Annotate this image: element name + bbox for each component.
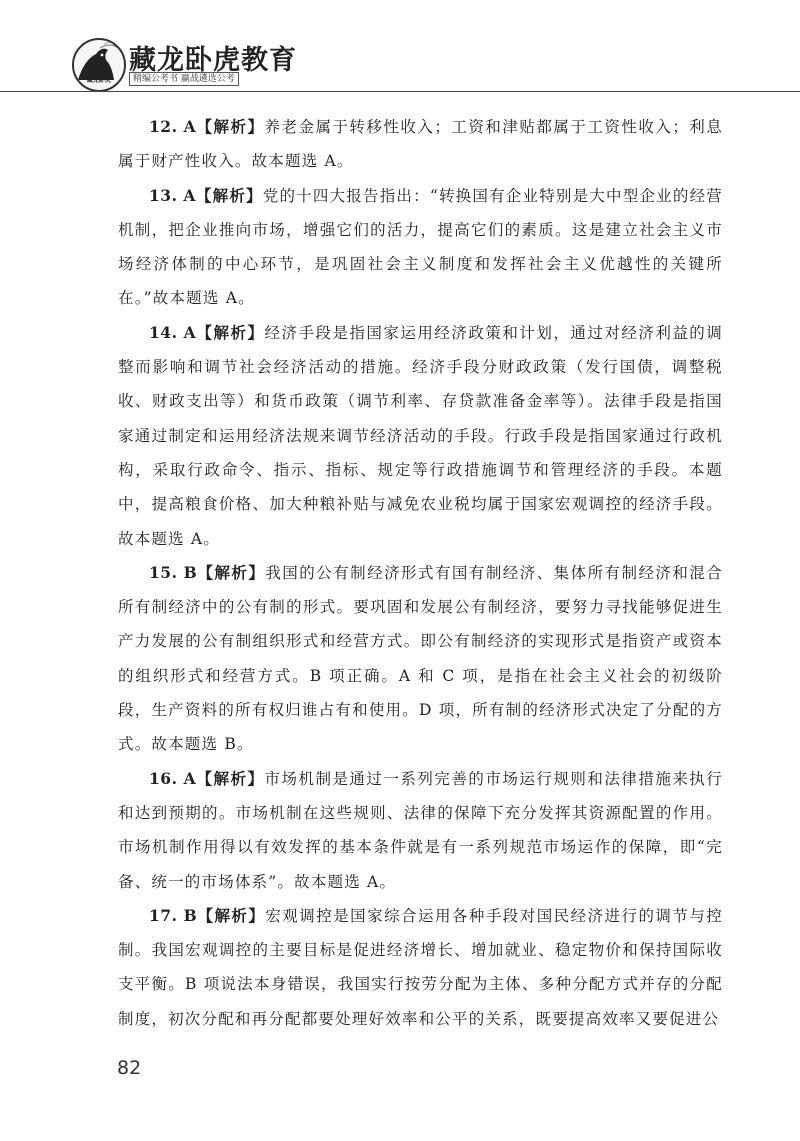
analysis-tag: 【解析】 bbox=[197, 562, 266, 582]
analysis-tag: 【解析】 bbox=[195, 185, 263, 205]
explanation-paragraph bbox=[118, 316, 723, 556]
question-number: 13. A bbox=[149, 185, 196, 205]
question-number: 14. A bbox=[149, 322, 197, 342]
explanation-paragraph bbox=[118, 899, 723, 1036]
question-number: 12. A bbox=[149, 117, 197, 136]
explanation-text: 我国的公有制经济形式有国有制经济、集体所有制经济和混合所有制经济中的公有制的形式。要巩固和发展公有制经济，要努力寻找能够促进生产力发展的公有制组织形式和经营方式。即公有制经济的实现形式是指资产或资本的组织形式和经营方式。B 项正确。A 和 C 项，是指在社会主义社会的初级阶段，生产资料的所有权归谁占有和使用。D 项，所有制的经济形式决定了分配的方式。故本题选 B。 bbox=[118, 563, 723, 754]
question-number: 15. B bbox=[149, 562, 198, 582]
brand-subtitle: 精编公考书 赢战遴选公考 bbox=[129, 72, 239, 86]
question-number: 16. A bbox=[149, 768, 197, 788]
analysis-tag: 【解析】 bbox=[196, 322, 265, 342]
page-header bbox=[0, 0, 800, 92]
explanation-paragraph bbox=[118, 762, 723, 899]
brand-title: 藏龙卧虎教育 bbox=[129, 45, 297, 76]
analysis-tag: 【解析】 bbox=[197, 905, 266, 925]
answer-explanations bbox=[118, 110, 723, 1036]
explanation-paragraph bbox=[118, 110, 723, 179]
explanation-paragraph bbox=[118, 556, 723, 762]
explanation-text: 党的十四大报告指出：“转换国有企业特别是大中型企业的经营机制，把企业推向市场，增强它们的活力，提高它们的素质。这是建立社会主义市场经济体制的中心环节，是巩固社会主义制度和发挥社会主义优越性的关键所在。”故本题选 A。 bbox=[118, 186, 723, 308]
analysis-tag: 【解析】 bbox=[196, 768, 265, 788]
explanation-text: 经济手段是指国家运用经济政策和计划，通过对经济利益的调整而影响和调节社会经济活动的措施。经济手段分财政政策（发行国债，调整税收、财政支出等）和货币政策（调节利率、存贷款准备金率等）。法律手段是指国家通过制定和运用经济法规来调节经济活动的手段。行政手段是指国家通过行政机构，采取行政命令、指示、指标、规定等行政措施调节和管理经济的手段。本题中，提高粮食价格、加大种粮补贴与减免农业税均属于国家宏观调控的经济手段。故本题选 A。 bbox=[118, 323, 724, 548]
explanation-paragraph bbox=[118, 179, 723, 316]
logo-caption: 藏龙卧虎 bbox=[86, 77, 111, 84]
page-number: 82 bbox=[117, 1057, 142, 1079]
explanation-text: 养老金属于转移性收入；工资和津贴都属于工资性收入；利息属于财产性收入。故本题选 A。 bbox=[118, 118, 724, 171]
explanation-text: 市场机制是通过一系列完善的市场运行规则和法律措施来执行和达到预期的。市场机制在这些规则、法律的保障下充分发挥其资源配置的作用。市场机制作用得以有效发挥的基本条件就是有一系列规范市场运作的保障，即“完备、统一的市场体系”。故本题选 A。 bbox=[118, 769, 724, 891]
header-divider bbox=[0, 91, 800, 92]
explanation-text: 宏观调控是国家综合运用各种手段对国民经济进行的调节与控制。我国宏观调控的主要目标是促进经济增长、增加就业、稳定物价和保持国际收支平衡。B 项说法本身错误，我国实行按劳分配为主体、多种分配方式并存的分配制度，初次分配和再分配都要处理好效率和公平的关系，既要提高效率又要促进公 bbox=[118, 906, 723, 1028]
brand-logo bbox=[72, 38, 126, 92]
question-number: 17. B bbox=[149, 905, 198, 925]
analysis-tag: 【解析】 bbox=[196, 117, 265, 136]
